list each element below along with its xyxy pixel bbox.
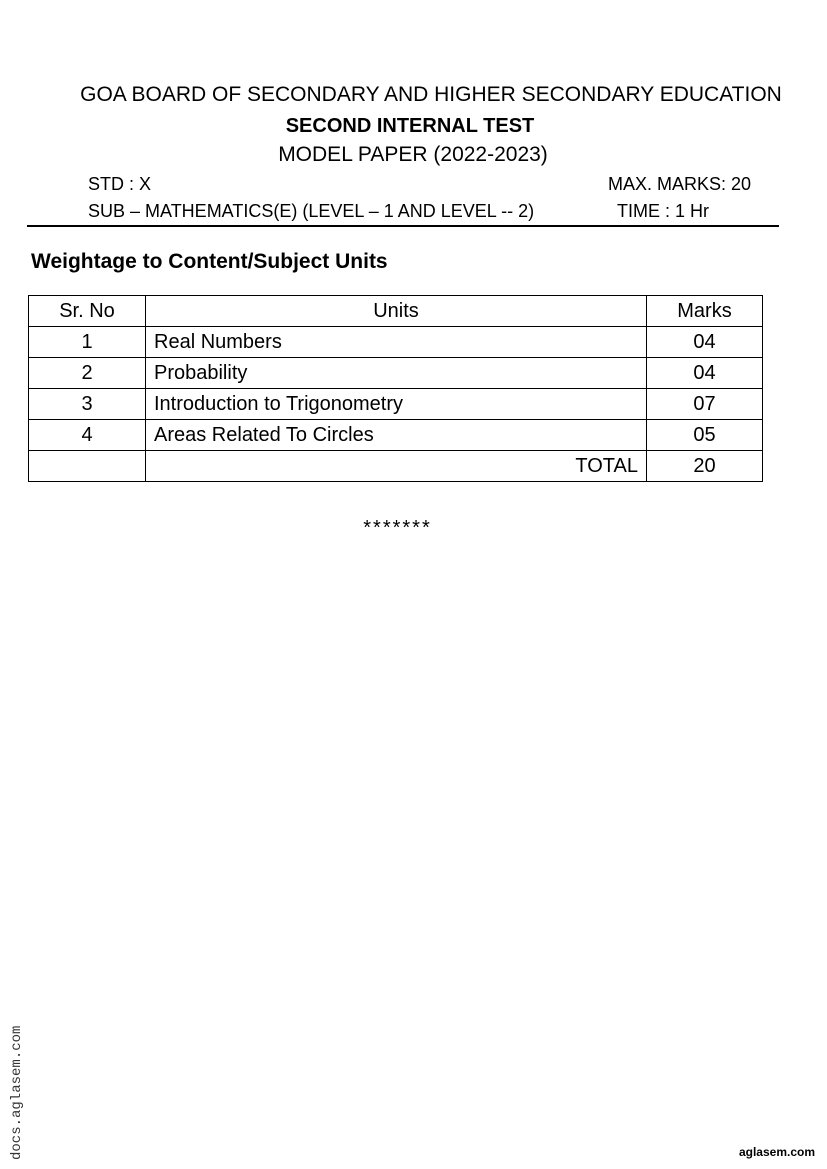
total-label: TOTAL	[146, 451, 647, 482]
sr-no-cell: 1	[29, 327, 146, 358]
total-marks: 20	[647, 451, 763, 482]
unit-cell: Real Numbers	[146, 327, 647, 358]
unit-cell: Introduction to Trigonometry	[146, 389, 647, 420]
marks-cell: 07	[647, 389, 763, 420]
table-row	[29, 327, 763, 358]
board-name: GOA BOARD OF SECONDARY AND HIGHER SECONDARY EDUCATION	[80, 83, 782, 106]
table-row	[29, 389, 763, 420]
unit-cell: Areas Related To Circles	[146, 420, 647, 451]
marks-cell: 04	[647, 358, 763, 389]
header-units: Units	[146, 296, 647, 327]
paper-title: MODEL PAPER (2022-2023)	[278, 143, 548, 166]
subject-label: SUB – MATHEMATICS(E) (LEVEL – 1 AND LEVEL -- 2)	[88, 201, 535, 221]
max-marks-label: MAX. MARKS: 20	[608, 174, 752, 194]
header-sr-no: Sr. No	[29, 296, 146, 327]
marks-cell: 04	[647, 327, 763, 358]
footer-brand: aglasem.com	[738, 1145, 815, 1159]
table-row	[29, 420, 763, 451]
unit-cell: Probability	[146, 358, 647, 389]
exam-title: SECOND INTERNAL TEST	[285, 115, 535, 137]
table-header-row	[29, 296, 763, 327]
header-marks: Marks	[647, 296, 763, 327]
weightage-table	[28, 295, 763, 482]
watermark-text: docs.aglasem.com	[9, 1025, 25, 1160]
table-row	[29, 358, 763, 389]
marks-cell: 05	[647, 420, 763, 451]
table-total-row	[29, 451, 763, 482]
sr-no-cell: 4	[29, 420, 146, 451]
empty-sr-cell	[29, 451, 146, 482]
end-separator: *******	[363, 517, 432, 539]
time-label: TIME : 1 Hr	[617, 201, 710, 221]
header-divider	[27, 225, 779, 227]
section-title: Weightage to Content/Subject Units	[31, 250, 388, 273]
std-label: STD : X	[88, 174, 152, 194]
sr-no-cell: 2	[29, 358, 146, 389]
sr-no-cell: 3	[29, 389, 146, 420]
